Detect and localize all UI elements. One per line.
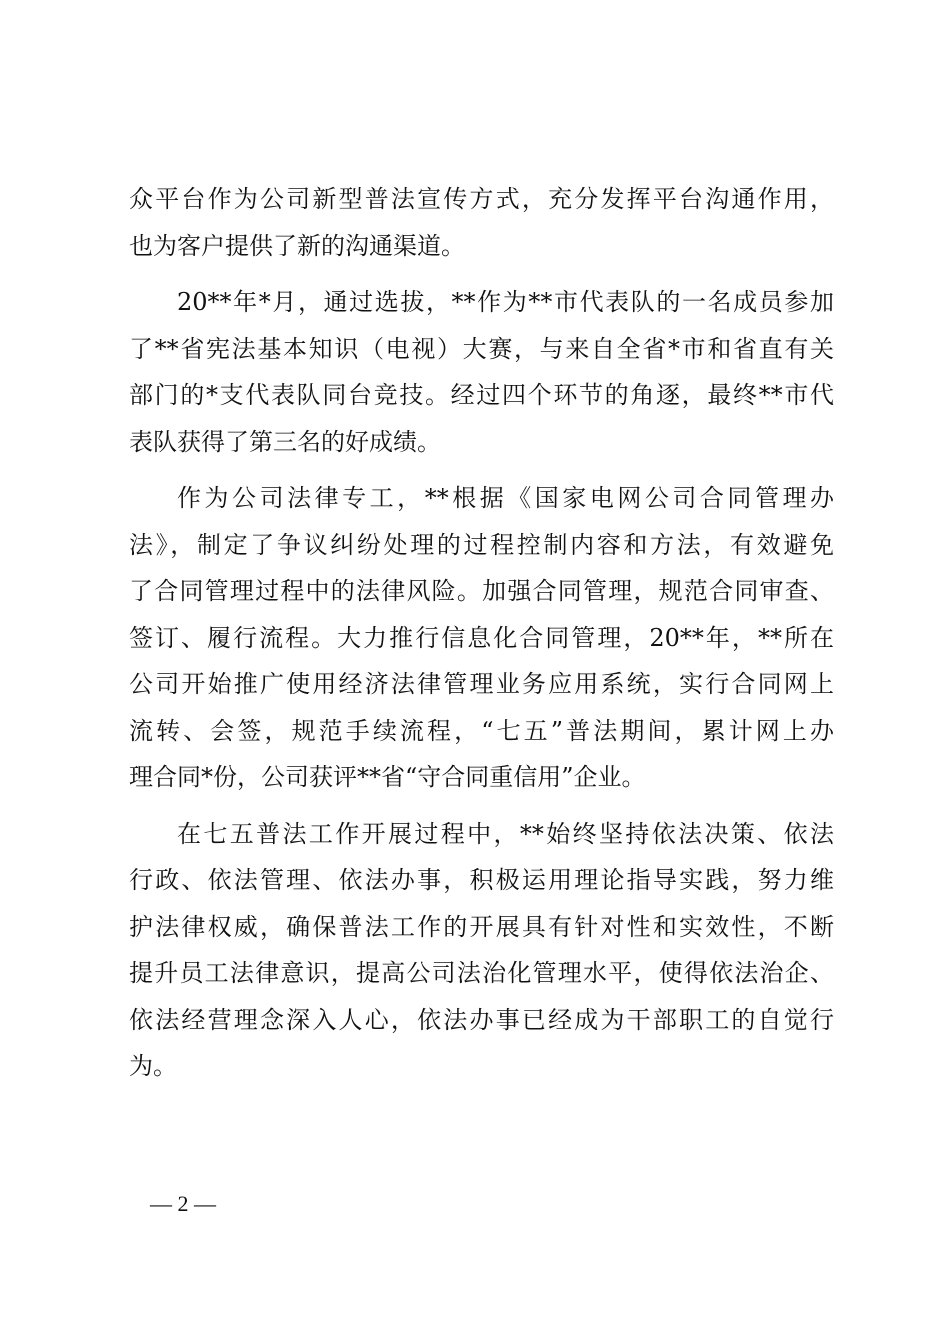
paragraph-2-line-2: 了**省宪法基本知识（电视）大赛，与来自全省*市和省直有关 bbox=[129, 334, 834, 363]
paragraph-3-line-3: 了合同管理过程中的法律风险。加强合同管理，规范合同审查、 bbox=[129, 577, 834, 605]
paragraph-3-line-6: 流转、会签，规范手续流程，“七五”普法期间，累计网上办 bbox=[129, 716, 834, 745]
paragraph-2-line-1: 20**年*月，通过选拔，**作为**市代表队的一名成员参加 bbox=[177, 288, 834, 316]
paragraph-3-line-2: 法》，制定了争议纠纷处理的过程控制内容和方法，有效避免 bbox=[129, 530, 834, 559]
paragraph-4-line-2: 行政、依法管理、依法办事，积极运用理论指导实践，努力维 bbox=[129, 866, 834, 894]
page-number: — 2 — bbox=[150, 1191, 216, 1216]
paragraph-1-line-2: 也为客户提供了新的沟通渠道。 bbox=[129, 231, 465, 260]
paragraph-3-line-7: 理合同*份，公司获评**省“守合同重信用”企业。 bbox=[129, 763, 646, 791]
document-body bbox=[129, 176, 834, 1090]
paragraph-1-line-1: 众平台作为公司新型普法宣传方式，充分发挥平台沟通作用， bbox=[129, 185, 834, 213]
paragraph-4-line-4: 提升员工法律意识，提高公司法治化管理水平，使得依法治企、 bbox=[129, 959, 834, 987]
paragraph-2-line-4: 表队获得了第三名的好成绩。 bbox=[129, 427, 441, 456]
paragraph-4-line-3: 护法律权威，确保普法工作的开展具有针对性和实效性，不断 bbox=[129, 912, 834, 941]
paragraph-4-line-1: 在七五普法工作开展过程中，**始终坚持依法决策、依法 bbox=[177, 819, 834, 848]
paragraph-2-line-3: 部门的*支代表队同台竞技。经过四个环节的角逐，最终**市代 bbox=[129, 381, 834, 409]
paragraph-4-line-6: 为。 bbox=[129, 1052, 177, 1080]
paragraph-3-line-1: 作为公司法律专工，**根据《国家电网公司合同管理办 bbox=[177, 484, 834, 512]
paragraph-3-line-5: 公司开始推广使用经济法律管理业务应用系统，实行合同网上 bbox=[129, 670, 834, 698]
paragraph-4-line-5: 依法经营理念深入人心，依法办事已经成为干部职工的自觉行 bbox=[129, 1005, 834, 1034]
paragraph-3-line-4: 签订、履行流程。大力推行信息化合同管理，20**年，**所在 bbox=[129, 623, 834, 652]
